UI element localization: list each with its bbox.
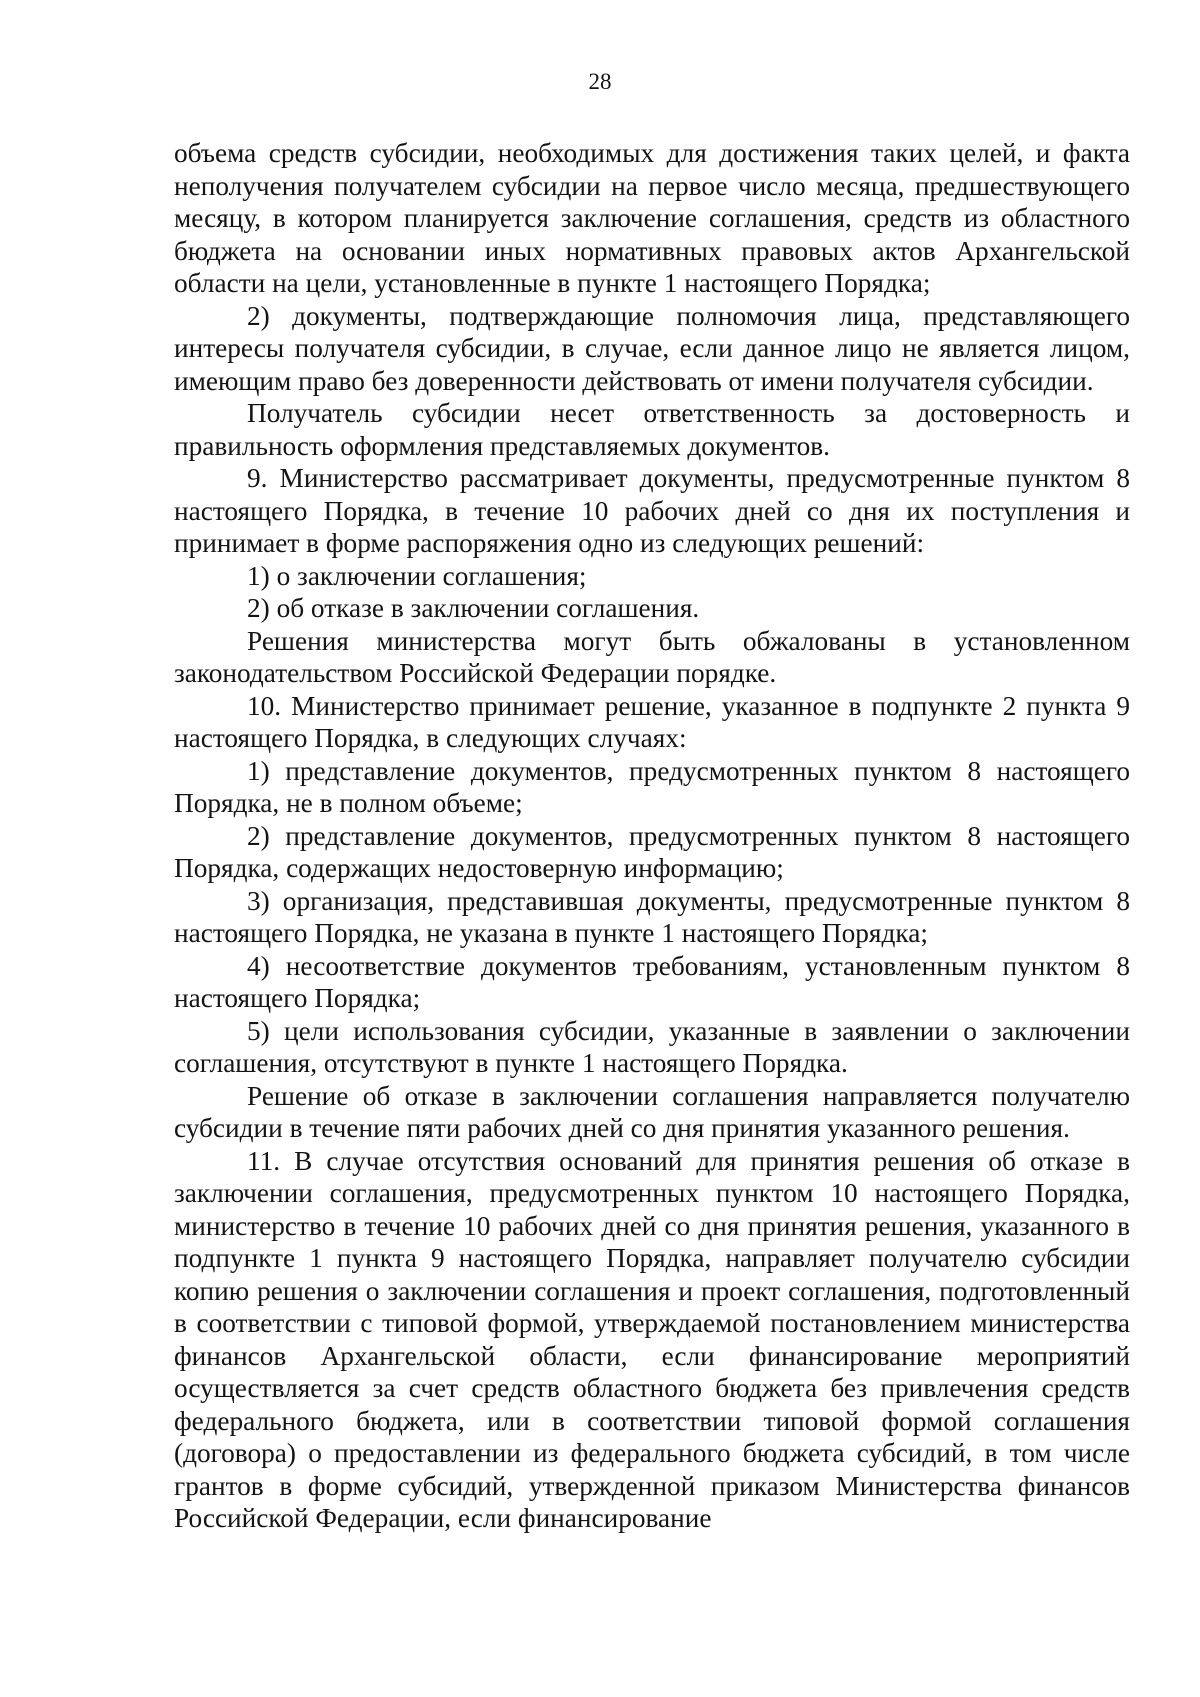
paragraph-12: 4) несоответствие документов требованиям, установленным пунктом 8 настоящего Порядка; <box>174 950 1130 1013</box>
paragraph-14: Решение об отказе в заключении соглашения направляется получателю субсидии в течение пяти рабочих дней со дня принятия указанного решения. <box>174 1080 1130 1143</box>
paragraph-13: 5) цели использования субсидии, указанные в заявлении о заключении соглашения, отсутствуют в пункте 1 настоящего Порядка. <box>174 1015 1130 1078</box>
paragraph-2: 2) документы, подтверждающие полномочия лица, представляющего интересы получателя субсидии, в случае, если данное лицо не является лицом, имеющим право без доверенности действовать от имени получателя субсидии. <box>174 300 1130 396</box>
paragraph-6: 2) об отказе в заключении соглашения. <box>247 593 700 623</box>
paragraph-4: 9. Министерство рассматривает документы, предусмотренные пунктом 8 настоящего Порядка, в течение 10 рабочих дней со дня их поступления и принимает в форме распоряжения одно из следующих решений: <box>174 463 1130 558</box>
paragraph-3: Получатель субсидии несет ответственность за достоверность и правильность оформления представляемых документов. <box>174 398 1130 461</box>
paragraph-5: 1) о заключении соглашения; <box>247 560 587 591</box>
paragraph-10: 2) представление документов, предусмотренных пунктом 8 настоящего Порядка, содержащих недостоверную информацию; <box>174 820 1130 883</box>
paragraph-11: 3) организация, представившая документы, предусмотренные пунктом 8 настоящего Порядка, не указана в пункте 1 настоящего Порядка; <box>174 885 1130 948</box>
document-body <box>174 137 1130 1535</box>
page-number: 28 <box>588 69 612 94</box>
paragraph-15: 11. В случае отсутствия оснований для принятия решения об отказе в заключении соглашения, предусмотренных пунктом 10 настоящего Порядка, министерство в течение 10 рабочих дней со дня принятия решения, указанного в подпункте 1 пункта 9 настоящего Порядка, направляет получателю субсидии копию решения о заключении соглашения и проект соглашения, подготовленный в соответствии с типовой формой, утверждаемой постановлением министерства финансов Архангельской области, если финансирование мероприятий осуществляется за счет средств областного бюджета без привлечения средств федерального бюджета, или в соответствии типовой формой соглашения (договора) о предоставлении из федерального бюджета субсидий, в том числе грантов в форме субсидий, утвержденной приказом Министерства финансов Российской Федерации, если финансирование <box>174 1145 1130 1533</box>
paragraph-9: 1) представление документов, предусмотренных пунктом 8 настоящего Порядка, не в полном объеме; <box>174 755 1130 818</box>
paragraph-8: 10. Министерство принимает решение, указанное в подпункте 2 пункта 9 настоящего Порядка, в следующих случаях: <box>174 690 1130 753</box>
paragraph-1: объема средств субсидии, необходимых для достижения таких целей, и факта неполучения получателем субсидии на первое число месяца, предшествующего месяцу, в котором планируется заключение соглашения, средств из областного бюджета на основании иных нормативных правовых актов Архангельской области на цели, установленные в пункте 1 настоящего Порядка; <box>174 138 1130 298</box>
paragraph-7: Решения министерства могут быть обжалованы в установленном законодательством Российской Федерации порядке. <box>174 625 1130 688</box>
